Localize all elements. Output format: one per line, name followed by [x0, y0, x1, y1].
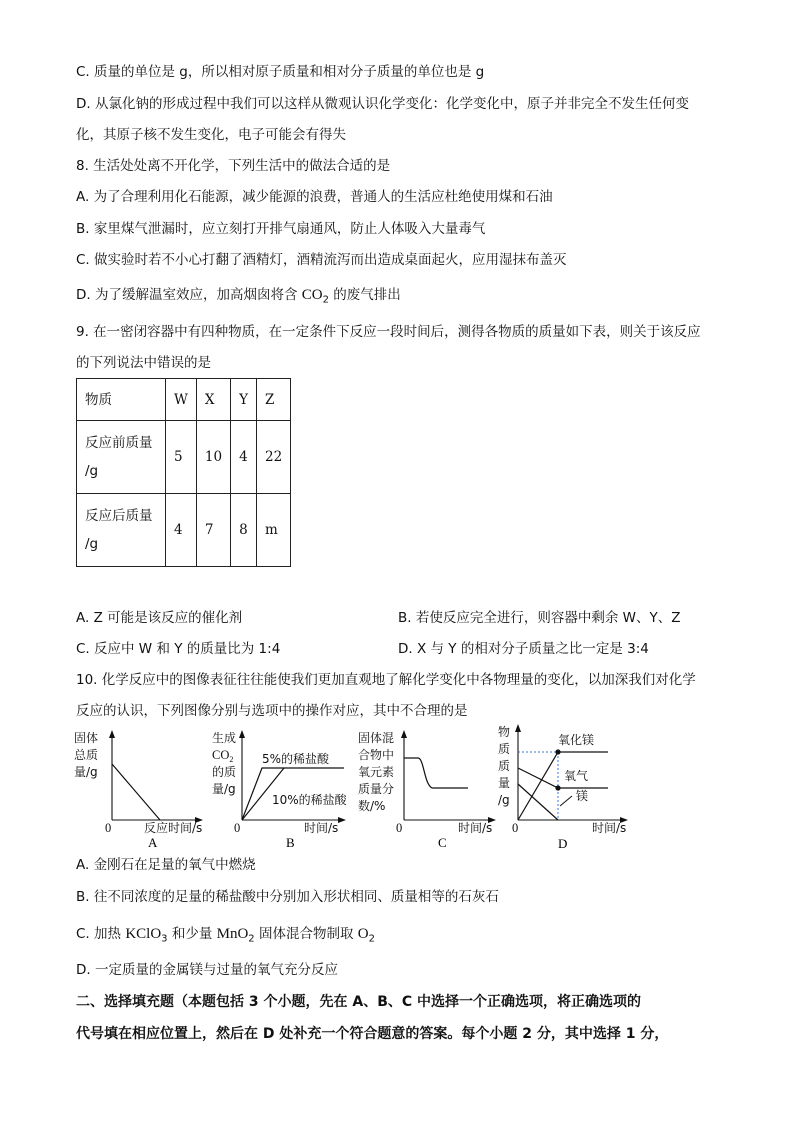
- row2-w: 4: [166, 494, 197, 567]
- graph-b-series-1: 5%的稀盐酸: [262, 752, 330, 766]
- graph-d: [498, 722, 633, 857]
- q8-option-a: A. 为了合理利用化石能源，减少能源的浪费，普通人的生活应杜绝使用煤和石油: [76, 189, 553, 205]
- q9-option-d: D. X 与 Y 的相对分子质量之比一定是 3:4: [398, 641, 649, 657]
- graph-c-xlabel: 时间/s: [458, 821, 493, 835]
- q7-option-d-cont: 化，其原子核不发生变化，电子可能会有得失: [76, 127, 346, 143]
- graph-d-ylabel-2: 质: [498, 742, 511, 756]
- graph-c: [358, 728, 498, 857]
- row1-y: 4: [231, 421, 257, 494]
- q9-mass-table: [76, 378, 291, 567]
- table-header-z: Z: [257, 379, 291, 421]
- graph-a-origin: 0: [105, 821, 112, 835]
- q10-stem-cont: 反应的认识，下列图像分别与选项中的操作对应，其中不合理的是: [76, 703, 468, 719]
- q10-stem: 10. 化学反应中的图像表征往往能使我们更加直观地了解化学变化中各物理量的变化，以加深我们对化学: [76, 672, 696, 688]
- graph-b-ylabel-2: $CO_2$: [212, 748, 234, 764]
- graph-b-ylabel-1: 生成: [212, 731, 237, 745]
- graph-a-letter: A: [148, 835, 158, 850]
- graph-c-ylabel-3: 氧元素: [358, 765, 395, 779]
- table-row: [77, 421, 291, 494]
- table-header-w: W: [166, 379, 197, 421]
- graph-d-ylabel-3: 质: [498, 759, 511, 773]
- row1-label: 反应前质量 /g: [77, 421, 166, 494]
- table-row: [77, 379, 291, 421]
- graph-b-ylabel-4: 量/g: [212, 782, 236, 796]
- graph-d-line-mgo: [518, 752, 608, 820]
- graph-c-ylabel-1: 固体混: [358, 731, 395, 745]
- q9-option-c: C. 反应中 W 和 Y 的质量比为 1:4: [76, 641, 281, 657]
- table-row: [77, 494, 291, 567]
- section2-heading: 二、选择填充题（本题包括 3 个小题，先在 A、B、C 中选择一个正确选项，将正确选项的: [76, 994, 642, 1010]
- graph-d-ylabel-1: 物: [498, 725, 511, 739]
- graph-a-xlabel: 反应时间/s: [144, 821, 203, 835]
- q8-stem: 8. 生活处处离不开化学，下列生活中的做法合适的是: [76, 158, 391, 174]
- graph-a-ylabel-1: 固体: [74, 731, 99, 745]
- q10-option-d: D. 一定质量的金属镁与过量的氧气充分反应: [76, 962, 338, 978]
- graph-d-series-2: 氧气: [564, 769, 589, 783]
- graph-d-series-1: 氧化镁: [558, 733, 595, 747]
- graph-d-series-3: 镁: [576, 789, 589, 803]
- row1-w: 5: [166, 421, 197, 494]
- graph-c-ylabel-2: 合物中: [358, 748, 395, 762]
- graph-a: [74, 728, 204, 857]
- q10-option-b: B. 往不同浓度的足量的稀盐酸中分别加入形状相同、质量相等的石灰石: [76, 889, 499, 905]
- graph-a-ylabel-3: 量/g: [74, 765, 98, 779]
- q9-option-b: B. 若使反应完全进行，则容器中剩余 W、Y、Z: [398, 610, 681, 626]
- graph-d-line-o2: [518, 768, 608, 788]
- q8-option-c: C. 做实验时若不小心打翻了酒精灯，酒精流泻而出造成桌面起火，应用湿抹布盖灭: [76, 252, 567, 268]
- graph-d-ylabel-5: /g: [498, 793, 510, 807]
- table-header-substance: 物质: [77, 379, 166, 421]
- q10-option-c: C. 加热 KClO$_3$ 和少量 MnO$_2$ 固体混合物制取 $O_2$: [76, 926, 375, 945]
- row2-y: 8: [231, 494, 257, 567]
- graph-c-origin: 0: [396, 821, 403, 835]
- graph-a-ylabel-2: 总质: [74, 748, 99, 762]
- q7-option-d: D. 从氯化钠的形成过程中我们可以这样从微观认识化学变化：化学变化中，原子并非完全不发生任何变: [76, 96, 689, 112]
- graph-b-series-2: 10%的稀盐酸: [272, 793, 347, 807]
- graph-d-line-mg: [518, 784, 558, 820]
- row2-label: 反应后质量 /g: [77, 494, 166, 567]
- graph-b-origin: 0: [234, 821, 241, 835]
- table-header-y: Y: [231, 379, 257, 421]
- row1-x: 10: [196, 421, 230, 494]
- q8-option-d: D. 为了缓解温室效应，加高烟囱将含 $CO_2$ 的废气排出: [76, 287, 401, 306]
- q7-option-c: C. 质量的单位是 g，所以相对原子质量和相对分子质量的单位也是 g: [76, 64, 485, 80]
- graph-d-letter: D: [558, 836, 568, 851]
- row2-z: m: [257, 494, 291, 567]
- graph-a-line: [112, 764, 160, 820]
- graph-b: [212, 728, 352, 857]
- q9-stem-cont: 的下列说法中错误的是: [76, 355, 211, 371]
- graph-c-ylabel-4: 质量分: [358, 782, 395, 796]
- graph-d-origin: 0: [512, 821, 519, 835]
- graph-c-ylabel-5: 数/%: [358, 799, 386, 813]
- row1-z: 22: [257, 421, 291, 494]
- row2-x: 7: [196, 494, 230, 567]
- graph-c-letter: C: [438, 835, 447, 850]
- table-header-x: X: [196, 379, 230, 421]
- q9-stem: 9. 在一密闭容器中有四种物质，在一定条件下反应一段时间后，测得各物质的质量如下表，则关于该反应: [76, 324, 701, 340]
- q9-option-a: A. Z 可能是该反应的催化剂: [76, 610, 243, 626]
- graph-d-xlabel: 时间/s: [592, 821, 627, 835]
- q8-option-b: B. 家里煤气泄漏时，应立刻打开排气扇通风，防止人体吸入大量毒气: [76, 221, 486, 237]
- graph-b-xlabel: 时间/s: [304, 821, 339, 835]
- graph-c-curve: [404, 758, 468, 788]
- q10-option-a: A. 金刚石在足量的氧气中燃烧: [76, 857, 256, 873]
- graph-b-ylabel-3: 的质: [212, 765, 237, 779]
- section2-heading-cont: 代号填在相应位置上，然后在 D 处补充一个符合题意的答案。每个小题 2 分，其中选择 1 分，: [76, 1026, 669, 1042]
- graph-b-letter: B: [286, 835, 295, 850]
- graph-d-ylabel-4: 量: [498, 776, 511, 790]
